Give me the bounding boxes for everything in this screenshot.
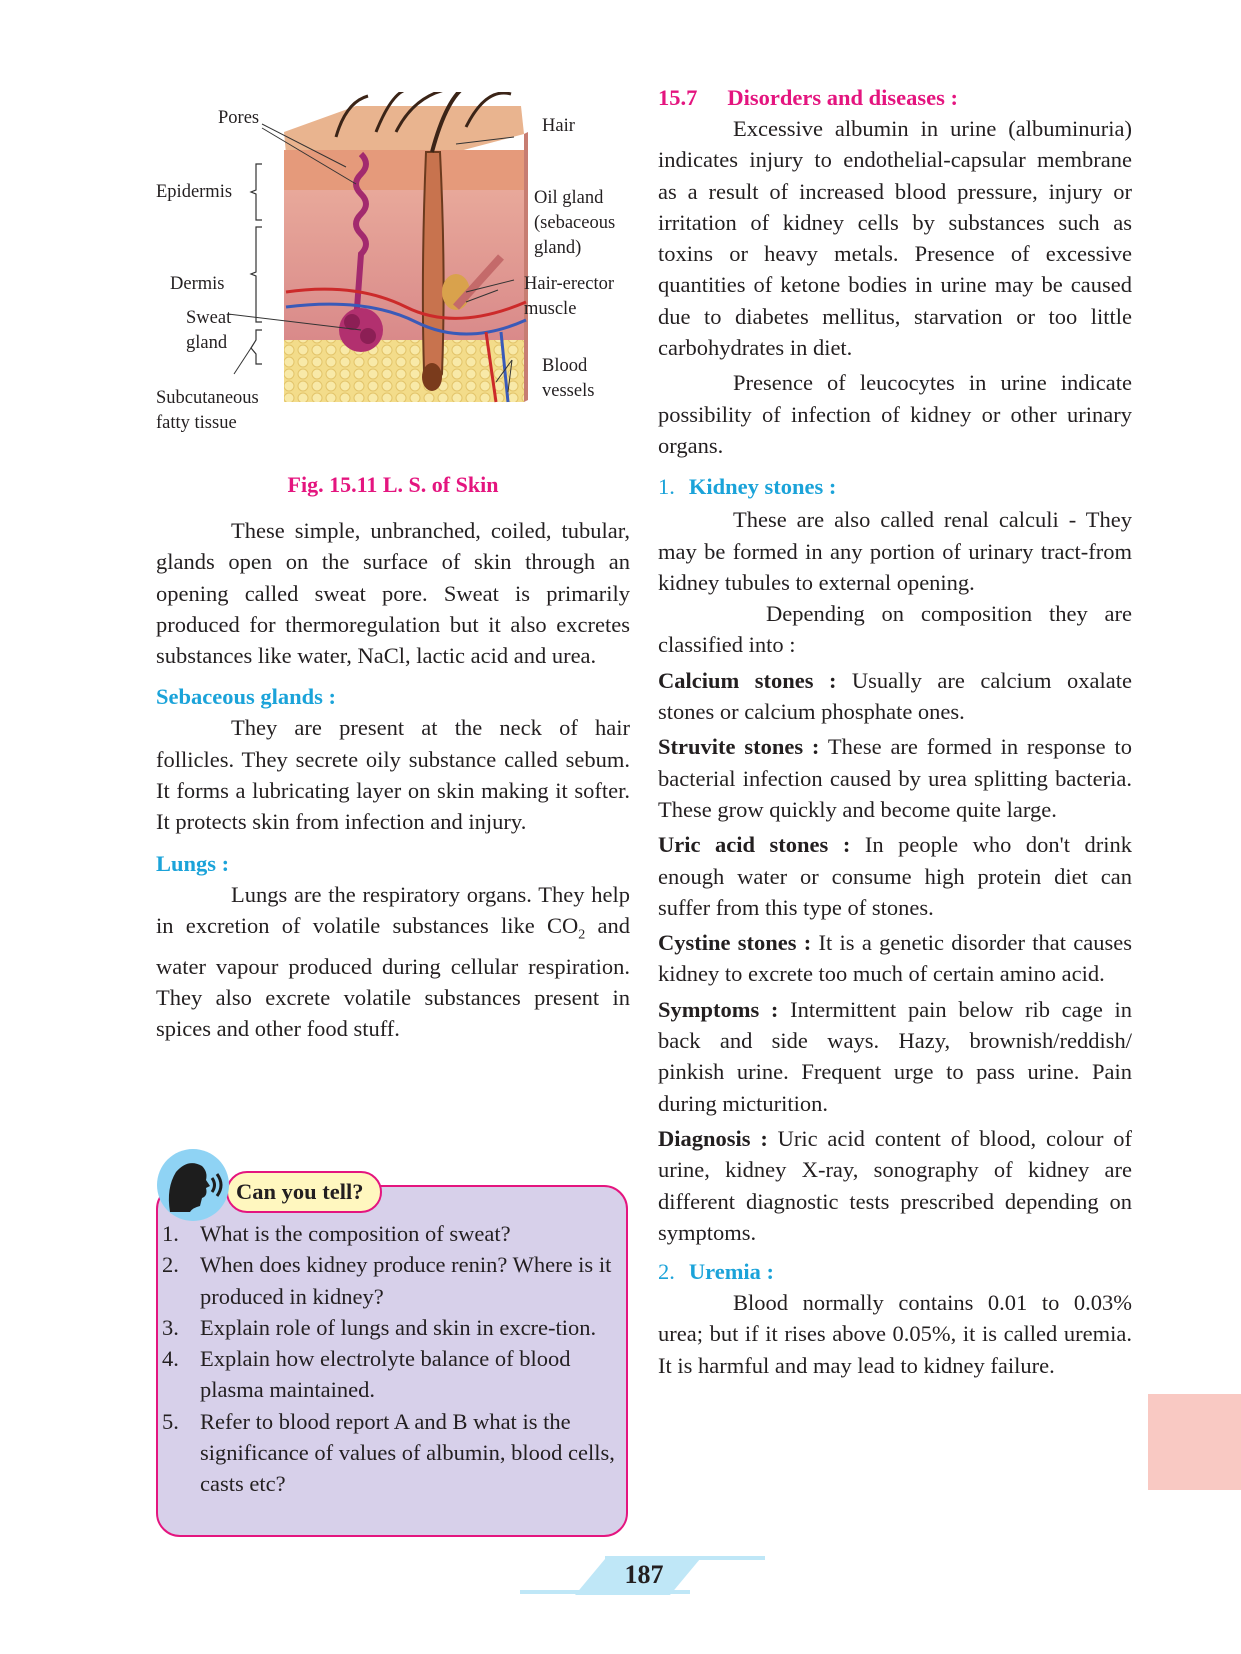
- label-oil-gland-3: gland): [534, 238, 582, 258]
- question-number: 1.: [162, 1221, 179, 1246]
- question-number: 3.: [162, 1314, 179, 1340]
- sebaceous-paragraph: They are present at the neck of hair follicles. They secrete oily substance called sebum. It forms a lubricating layer on skin making it softer. It protects skin from infection and injury.: [156, 715, 630, 835]
- page-number: 187: [624, 1560, 664, 1589]
- sweat-gland-paragraph: These simple, unbranched, coiled, tubular, glands open on the surface of skin through an opening called sweat pore. Sweat is primarily produced for thermoregulation but it also excretes substances like water, NaCl, lactic acid and urea.: [156, 518, 630, 669]
- label-hair-erector-2: muscle: [524, 299, 577, 319]
- lungs-paragraph: [156, 879, 630, 1045]
- uric-acid-stones-paragraph: [658, 829, 1132, 923]
- lungs-text-2: and water vapour produced during cellular respiration. They also excrete volatile substances present in spices and other food stuff.: [156, 912, 630, 1042]
- struvite-stones-text: These are formed in response to bacterial infection caused by urea splitting bacteria. These grow quickly and become quite large.: [658, 734, 1132, 822]
- label-dermis: Dermis: [170, 274, 225, 294]
- label-sweat-gland: Sweat: [186, 308, 232, 328]
- can-you-tell-title: Can you tell?: [226, 1171, 382, 1213]
- uremia-number: 2.: [658, 1259, 675, 1285]
- skin-figure: [156, 92, 630, 454]
- diagnosis-text: Uric acid content of blood, colour of urine, kidney X-ray, sonography of kidney are different diagnostic tests prescribed depending on symptoms.: [658, 1125, 1132, 1245]
- symptoms-paragraph: [658, 994, 1132, 1119]
- uremia-heading: [658, 1256, 1132, 1287]
- co2-subscript: 2: [578, 927, 586, 943]
- left-column: [156, 515, 630, 1045]
- label-subcutaneous-2: fatty tissue: [156, 413, 237, 433]
- uric-acid-stones-text: In people who don't drink enough water or consume high protein diet can suffer from this type of stones.: [658, 832, 1132, 920]
- question-list: [162, 1218, 622, 1500]
- question-item: [162, 1249, 622, 1312]
- cystine-stones-text: It is a genetic disorder that causes kidney to excrete too much of certain amino acid.: [658, 930, 1133, 987]
- right-column: [658, 82, 1132, 1381]
- albuminuria-paragraph: Excessive albumin in urine (albuminuria) indicates injury to endothelial-capsular membrane as a result of increased blood pressure, injury or irritation of kidney cells by substances such as toxins or heavy metals. Presence of excessive quantities of ketone bodies in urine may be caused due to diabetes mellitus, starvation or too little carbohydrates in diet.: [658, 116, 1132, 361]
- kidney-stones-heading: [658, 471, 1132, 502]
- kidney-stones-number: 1.: [658, 474, 675, 500]
- label-hair: Hair: [542, 116, 575, 136]
- kidney-stones-paragraph: These are also called renal calculi - They may be formed in any portion of urinary tract-from kidney tubules to external opening.: [658, 507, 1132, 595]
- label-epidermis: Epidermis: [156, 182, 233, 202]
- question-text: Refer to blood report A and B what is the significance of values of albumin, blood cells, casts etc?: [200, 1408, 615, 1497]
- question-number: 2.: [162, 1252, 179, 1278]
- label-subcutaneous: Subcutaneous: [156, 388, 259, 408]
- question-item: [162, 1343, 622, 1406]
- diagnosis-term: Diagnosis :: [658, 1125, 768, 1151]
- calcium-stones-paragraph: [658, 665, 1132, 728]
- section-title: Disorders and diseases :: [727, 85, 959, 110]
- kidney-stones-title: Kidney stones :: [688, 474, 837, 500]
- question-text: When does kidney produce renin? Where is it produced in kidney?: [200, 1252, 612, 1309]
- label-oil-gland: Oil gland: [534, 188, 604, 208]
- classified-paragraph: Depending on composition they are classified into :: [658, 601, 1132, 658]
- section-heading: [658, 82, 1132, 113]
- question-item: [162, 1406, 622, 1500]
- chapter-side-tab: [1148, 1394, 1241, 1490]
- question-text: Explain how electrolyte balance of blood plasma maintained.: [200, 1346, 571, 1403]
- question-item: [162, 1218, 622, 1249]
- calcium-stones-term: Calcium stones :: [658, 667, 837, 693]
- uremia-title: Uremia :: [688, 1259, 775, 1285]
- symptoms-term: Symptoms :: [658, 996, 779, 1022]
- diagnosis-paragraph: [658, 1123, 1132, 1248]
- uremia-paragraph: Blood normally contains 0.01 to 0.03% urea; but if it rises above 0.05%, it is called uremia. It is harmful and may lead to kidney failure.: [658, 1290, 1132, 1378]
- struvite-stones-paragraph: [658, 731, 1132, 825]
- cystine-stones-paragraph: [658, 927, 1132, 990]
- section-number: 15.7: [658, 85, 698, 110]
- label-sweat-gland-2: gland: [186, 333, 228, 353]
- label-blood-vessels-2: vessels: [542, 381, 595, 401]
- question-number: 4.: [162, 1346, 179, 1372]
- cystine-stones-term: Cystine stones :: [658, 930, 812, 956]
- question-text: What is the composition of sweat?: [200, 1221, 511, 1246]
- lungs-text-1: Lungs are the respiratory organs. They help in excretion of volatile substances like CO: [156, 881, 630, 938]
- leucocytes-paragraph: Presence of leucocytes in urine indicate possibility of infection of kidney or other urinary organs.: [658, 370, 1132, 458]
- question-number: 5.: [162, 1408, 179, 1434]
- label-oil-gland-2: (sebaceous: [534, 213, 616, 233]
- label-blood-vessels: Blood: [542, 356, 588, 376]
- figure-caption: Fig. 15.11 L. S. of Skin: [287, 472, 499, 497]
- question-text: Explain role of lungs and skin in excre-tion.: [200, 1314, 597, 1340]
- calcium-stones-text: Usually are calcium oxalate stones or calcium phosphate ones.: [658, 667, 1132, 725]
- speaking-head-icon: [156, 1148, 230, 1222]
- symptoms-text: Intermittent pain below rib cage in back and side ways. Hazy, brownish/reddish/ pinkish urine. Frequent urge to pass urine. Pain during micturition.: [658, 996, 1132, 1116]
- uric-acid-stones-term: Uric acid stones :: [658, 832, 851, 858]
- label-pores: Pores: [218, 108, 260, 128]
- struvite-stones-term: Struvite stones :: [658, 734, 820, 760]
- question-item: [162, 1312, 622, 1343]
- label-hair-erector: Hair-erector: [524, 274, 615, 294]
- lungs-heading: Lungs :: [156, 850, 230, 876]
- sebaceous-heading: Sebaceous glands :: [156, 684, 337, 710]
